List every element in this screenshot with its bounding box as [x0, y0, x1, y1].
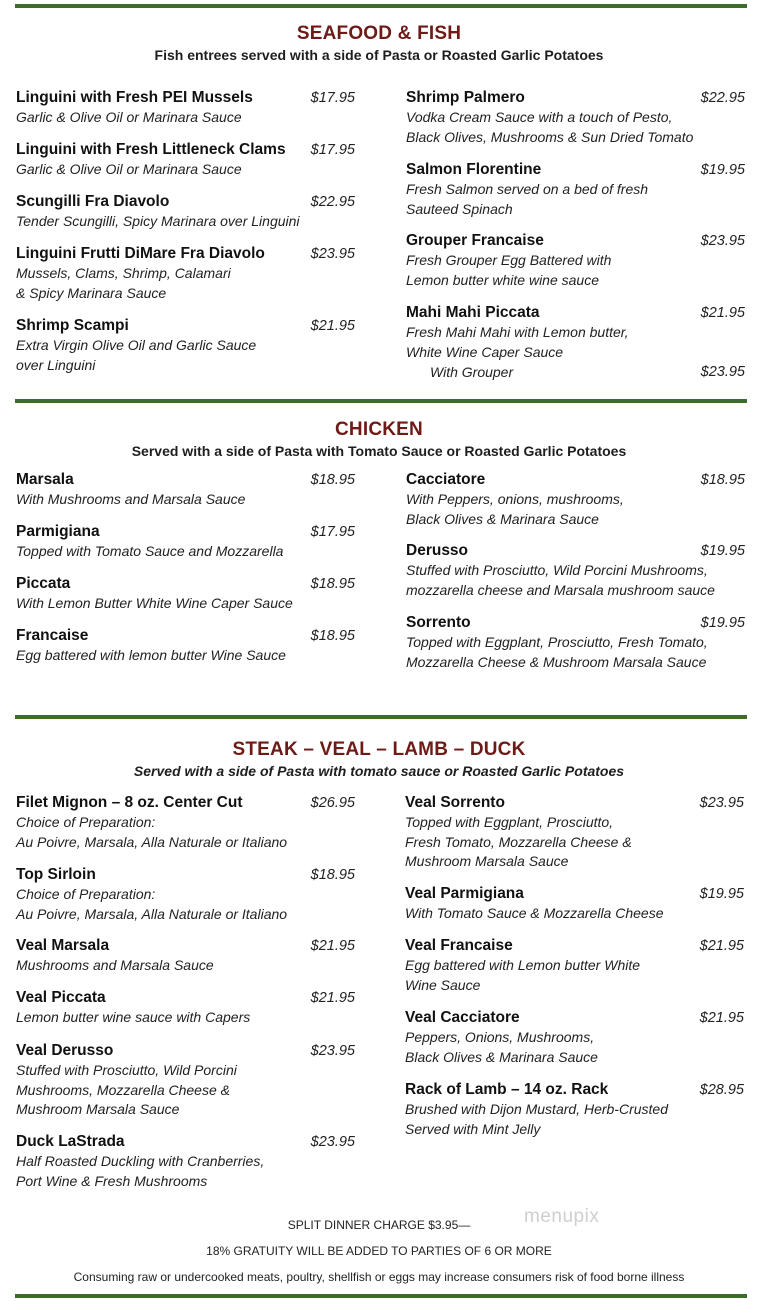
item-desc: Fresh Mahi Mahi with Lemon butter,	[406, 324, 629, 340]
item-desc: Peppers, Onions, Mushrooms,	[405, 1029, 595, 1045]
divider-top	[15, 4, 747, 8]
menu-item	[406, 541, 745, 600]
item-desc: Fresh Tomato, Mozzarella Cheese &	[405, 833, 632, 850]
item-price: $19.95	[700, 162, 745, 178]
item-desc: Au Poivre, Marsala, Alla Naturale or Italiano	[16, 833, 288, 850]
menu-item	[16, 574, 355, 614]
item-desc: Brushed with Dijon Mustard, Herb-Crusted	[405, 1101, 668, 1117]
menu-item	[16, 1132, 355, 1191]
menu-item	[405, 936, 744, 995]
divider-bottom	[15, 1294, 747, 1298]
item-price: $28.95	[699, 1082, 744, 1098]
item-desc: Black Olives & Marinara Sauce	[406, 510, 599, 527]
menu-item	[16, 192, 355, 232]
item-desc: Topped with Eggplant, Prosciutto,	[405, 814, 614, 830]
item-desc: Vodka Cream Sauce with a touch of Pesto,	[406, 109, 673, 125]
item-desc: Stuffed with Prosciutto, Wild Porcini	[16, 1062, 237, 1078]
item-desc: Fresh Salmon served on a bed of fresh	[406, 181, 649, 197]
item-price: $21.95	[310, 318, 355, 334]
item-desc: With Mushrooms and Marsala Sauce	[16, 491, 246, 507]
item-price: $23.95	[310, 246, 355, 262]
menu-item	[406, 88, 745, 147]
item-desc: Choice of Preparation:	[16, 814, 156, 830]
item-name: Grouper Francaise	[406, 232, 544, 249]
item-name: Rack of Lamb – 14 oz. Rack	[405, 1081, 609, 1098]
menu-item	[406, 470, 745, 529]
item-desc: Garlic & Olive Oil or Marinara Sauce	[16, 161, 242, 177]
item-desc: With Lemon Butter White Wine Caper Sauce	[16, 595, 293, 611]
food-safety-warning: Consuming raw or undercooked meats, poultry, shellfish or eggs may increase consumers risk of food borne illness	[73, 1270, 685, 1284]
item-price: $23.95	[310, 1134, 355, 1150]
menu-item	[16, 626, 355, 666]
item-desc: Black Olives & Marinara Sauce	[405, 1048, 598, 1065]
item-desc: Choice of Preparation:	[16, 886, 156, 902]
menu-item	[405, 1080, 744, 1139]
item-name: Scungilli Fra Diavolo	[16, 193, 170, 210]
item-price: $17.95	[310, 142, 355, 158]
gratuity-note: 18% GRATUITY WILL BE ADDED TO PARTIES OF 6 OR MORE	[206, 1244, 552, 1258]
section-title-chicken: CHICKEN	[335, 419, 423, 440]
item-desc: Sauteed Spinach	[406, 200, 513, 217]
item-price: $23.95	[699, 795, 744, 811]
variant-price: $23.95	[700, 364, 745, 381]
section-title-steak: STEAK – VEAL – LAMB – DUCK	[232, 739, 526, 760]
item-price: $19.95	[700, 543, 745, 559]
item-desc: Egg battered with Lemon butter White	[405, 957, 641, 973]
item-desc: Black Olives, Mushrooms & Sun Dried Tomato	[406, 128, 694, 145]
item-desc: over Linguini	[16, 356, 96, 373]
item-desc: & Spicy Marinara Sauce	[16, 284, 167, 301]
item-desc: Mozzarella Cheese & Mushroom Marsala Sauce	[406, 653, 707, 670]
item-price: $21.95	[310, 938, 355, 954]
item-price: $18.95	[310, 628, 355, 644]
menu-item	[16, 522, 355, 562]
item-name: Derusso	[406, 542, 469, 559]
item-name: Mahi Mahi Piccata	[406, 304, 540, 321]
menu-item	[16, 140, 355, 180]
menu-item	[16, 470, 355, 510]
item-desc: Tender Scungilli, Spicy Marinara over Linguini	[16, 213, 300, 229]
item-desc: Egg battered with lemon butter Wine Sauce	[16, 647, 286, 663]
item-desc: Wine Sauce	[405, 976, 481, 993]
item-name: Sorrento	[406, 614, 471, 631]
divider-seafood-bottom	[15, 399, 747, 403]
item-name: Linguini Frutti DiMare Fra Diavolo	[16, 245, 265, 262]
item-name: Veal Sorrento	[405, 794, 505, 811]
item-desc: With Peppers, onions, mushrooms,	[406, 491, 624, 507]
item-desc: Garlic & Olive Oil or Marinara Sauce	[16, 109, 242, 125]
divider-chicken-bottom	[15, 715, 747, 719]
item-price: $17.95	[310, 524, 355, 540]
menu-item	[16, 988, 355, 1028]
menu-item	[16, 865, 355, 924]
section-title-seafood: SEAFOOD & FISH	[296, 23, 462, 44]
item-desc: Mushroom Marsala Sauce	[16, 1101, 180, 1118]
item-desc: Port Wine & Fresh Mushrooms	[16, 1172, 208, 1189]
item-price: $23.95	[700, 233, 745, 249]
item-desc: mozzarella cheese and Marsala mushroom sauce	[406, 581, 715, 598]
item-desc: Au Poivre, Marsala, Alla Naturale or Italiano	[16, 905, 288, 922]
item-desc: White Wine Caper Sauce	[406, 343, 564, 360]
menu-item	[406, 160, 745, 219]
menu-item	[406, 613, 745, 672]
menu-item	[406, 231, 745, 290]
item-price: $21.95	[310, 990, 355, 1006]
item-price: $22.95	[700, 90, 745, 106]
item-desc: Mushroom Marsala Sauce	[405, 853, 569, 870]
item-name: Shrimp Palmero	[406, 89, 525, 106]
item-desc: Lemon butter wine sauce with Capers	[16, 1009, 251, 1025]
menu-item	[16, 244, 355, 303]
item-name: Top Sirloin	[16, 866, 96, 883]
item-name: Parmigiana	[16, 523, 100, 540]
item-name: Marsala	[16, 471, 74, 488]
item-desc: Served with Mint Jelly	[405, 1120, 541, 1137]
menu-item	[16, 88, 355, 128]
item-desc: Topped with Tomato Sauce and Mozzarella	[16, 543, 284, 559]
item-name: Veal Cacciatore	[405, 1009, 520, 1026]
item-desc: Mushrooms, Mozzarella Cheese &	[16, 1081, 230, 1098]
menu-item	[16, 1041, 355, 1120]
section-subtitle-steak: Served with a side of Pasta with tomato sauce or Roasted Garlic Potatoes	[133, 763, 625, 779]
item-name: Francaise	[16, 627, 89, 644]
section-subtitle-seafood: Fish entrees served with a side of Pasta or Roasted Garlic Potatoes	[154, 47, 604, 63]
item-price: $17.95	[310, 90, 355, 106]
menu-item	[16, 316, 355, 375]
menu-item	[16, 936, 355, 976]
item-desc: Fresh Grouper Egg Battered with	[406, 252, 612, 268]
menu-item	[405, 884, 744, 924]
item-price: $26.95	[310, 795, 355, 811]
item-price: $19.95	[700, 615, 745, 631]
item-desc: Lemon butter white wine sauce	[406, 271, 599, 288]
item-name: Veal Marsala	[16, 937, 110, 954]
item-name: Salmon Florentine	[406, 161, 542, 178]
item-name: Veal Francaise	[405, 937, 513, 954]
item-name: Piccata	[16, 575, 71, 592]
item-name: Linguini with Fresh Littleneck Clams	[16, 141, 286, 158]
item-price: $23.95	[310, 1043, 355, 1059]
item-name: Shrimp Scampi	[16, 317, 129, 334]
item-price: $22.95	[310, 194, 355, 210]
variant-label: With Grouper	[430, 364, 514, 381]
item-desc: Mushrooms and Marsala Sauce	[16, 957, 214, 973]
item-price: $21.95	[699, 938, 744, 954]
item-desc: Half Roasted Duckling with Cranberries,	[16, 1153, 265, 1169]
item-desc: Mussels, Clams, Shrimp, Calamari	[16, 265, 231, 281]
item-price: $19.95	[699, 886, 744, 902]
item-name: Linguini with Fresh PEI Mussels	[16, 89, 253, 106]
item-variant	[406, 362, 745, 382]
menu-item	[405, 793, 744, 872]
split-charge-note: SPLIT DINNER CHARGE $3.95—	[287, 1218, 471, 1232]
item-price: $18.95	[700, 472, 745, 488]
item-price: $18.95	[310, 472, 355, 488]
item-name: Duck LaStrada	[16, 1133, 125, 1150]
item-price: $21.95	[699, 1010, 744, 1026]
item-desc: Topped with Eggplant, Prosciutto, Fresh Tomato,	[406, 634, 708, 650]
menu-item	[406, 303, 745, 382]
menu-item	[16, 793, 355, 852]
item-price: $21.95	[700, 305, 745, 321]
item-name: Cacciatore	[406, 471, 486, 488]
menu-item	[405, 1008, 744, 1067]
item-name: Veal Parmigiana	[405, 885, 524, 902]
watermark-logo: menupix	[524, 1206, 600, 1227]
item-desc: Stuffed with Prosciutto, Wild Porcini Mushrooms,	[406, 562, 708, 578]
item-desc: With Tomato Sauce & Mozzarella Cheese	[405, 905, 664, 921]
item-desc: Extra Virgin Olive Oil and Garlic Sauce	[16, 337, 257, 353]
item-price: $18.95	[310, 576, 355, 592]
item-name: Filet Mignon – 8 oz. Center Cut	[16, 794, 243, 811]
item-name: Veal Derusso	[16, 1042, 114, 1059]
item-price: $18.95	[310, 867, 355, 883]
section-subtitle-chicken: Served with a side of Pasta with Tomato Sauce or Roasted Garlic Potatoes	[131, 443, 627, 459]
item-name: Veal Piccata	[16, 989, 106, 1006]
